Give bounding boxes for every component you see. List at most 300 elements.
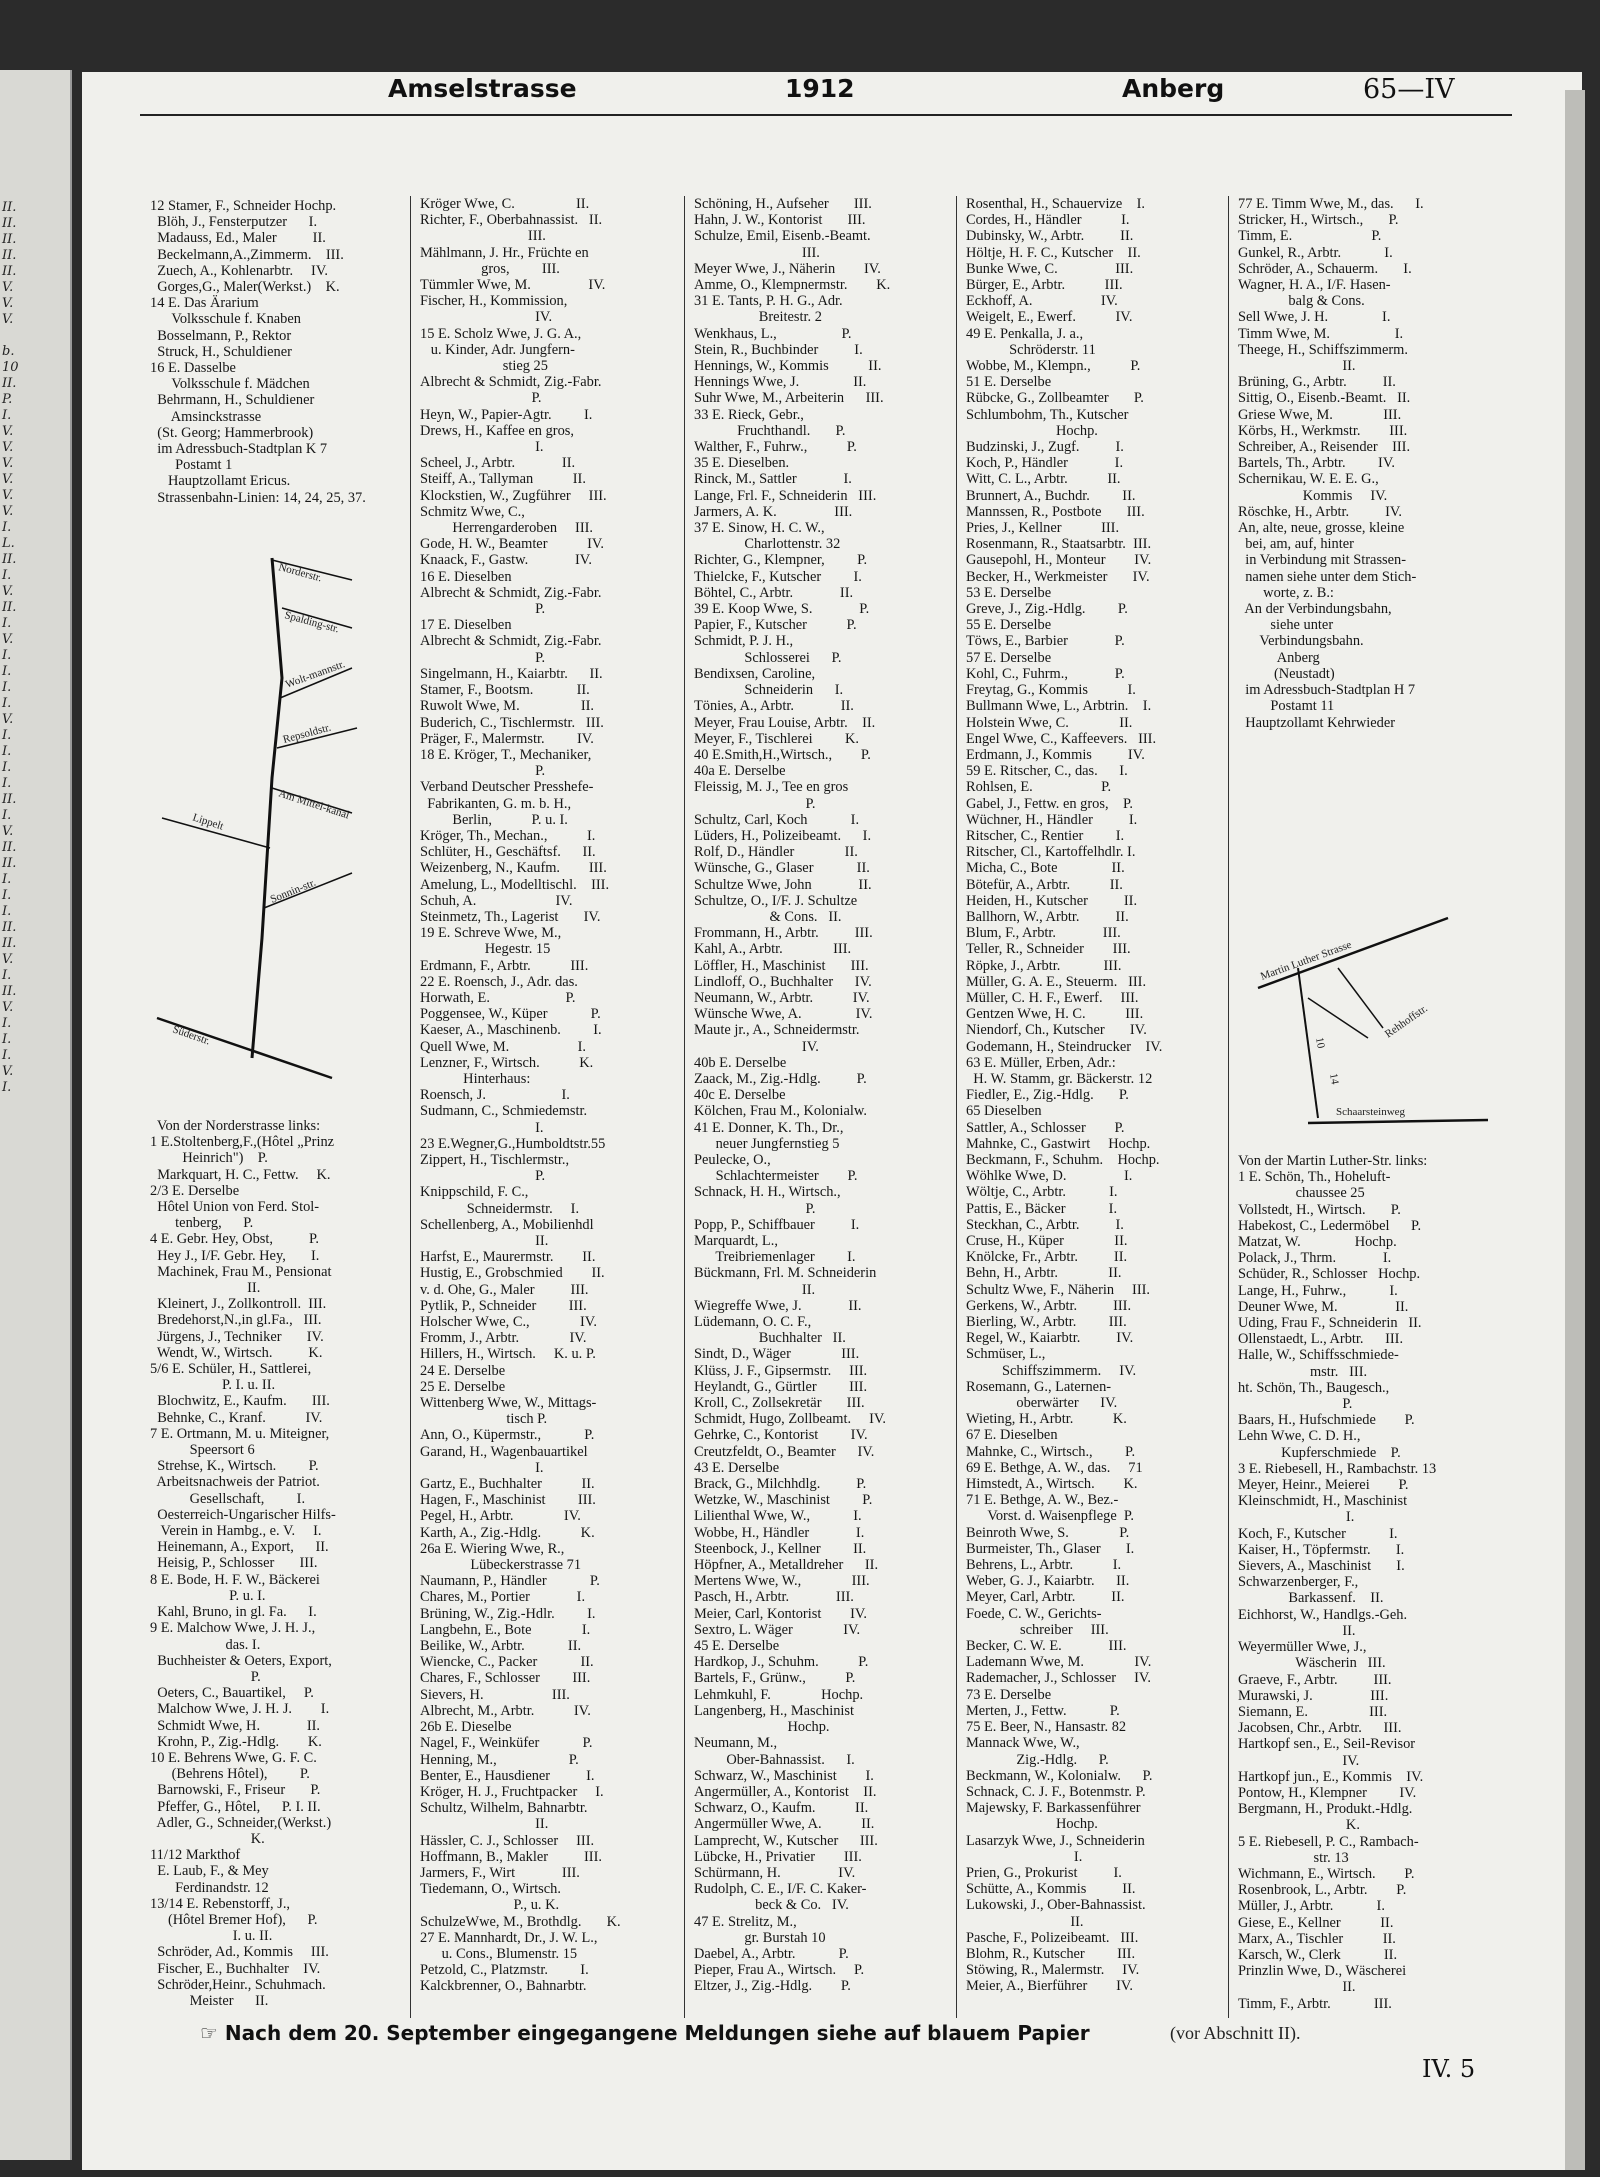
directory-entry: 73 E. Derselbe [966, 1686, 1052, 1703]
directory-entry: Schöning, H., Aufseher III. [694, 196, 872, 212]
header-year: 1912 [785, 74, 855, 103]
directory-entry: 16 E. Dieselben [420, 568, 512, 585]
directory-entry: Lüders, H., Polizeibeamt. I. [694, 827, 872, 844]
directory-entry: Schellenberg, A., Mobilienhdl [420, 1216, 594, 1233]
directory-entry: Müller, J., Arbtr. I. [1238, 1898, 1385, 1915]
directory-entry: Freytag, G., Kommis I. [966, 682, 1136, 699]
directory-entry: Amelung, L., Modelltischl. III. [420, 876, 610, 893]
directory-entry: Wendt, W., Wirtsch. K. [150, 1344, 323, 1361]
directory-entry: Maute jr., A., Schneidermstr. [694, 1022, 860, 1039]
directory-entry: u. Kinder, Adr. Jungfern- [420, 341, 575, 358]
directory-entry: 5/6 E. Schüler, H., Sattlerei, [150, 1361, 312, 1378]
directory-entry: Rohlsen, E. P. [966, 779, 1112, 796]
directory-entry: Koch, P., Händler I. [966, 455, 1124, 472]
directory-entry: Wenkhaus, L., P. [694, 325, 852, 342]
directory-entry: Schultz, Carl, Koch I. [694, 811, 860, 828]
facing-page-fragment: I. [2, 872, 12, 887]
directory-entry: Berlin, P. u. I. [420, 811, 568, 828]
directory-entry: Wüchner, H., Händler I. [966, 811, 1138, 828]
directory-entry: Schulze, Emil, Eisenb.-Beamt. [694, 228, 871, 245]
directory-entry: Weigelt, E., Ewerf. IV. [966, 309, 1133, 326]
directory-entry: Prinzlin Wwe, D., Wäscherei [1238, 1963, 1407, 1980]
facing-page-fragment: I. [2, 680, 12, 695]
directory-entry: Hartkopf sen., E., Seil-Revisor [1238, 1736, 1416, 1753]
directory-entry: Markquart, H. C., Fettw. K. [150, 1166, 331, 1183]
directory-entry: Heisig, P., Schlosser III. [150, 1555, 318, 1572]
directory-entry: Schmüser, L., [966, 1346, 1046, 1363]
facing-page-fragment: V. [2, 312, 14, 327]
directory-entry: Postamt 11 [1238, 698, 1335, 715]
directory-entry: Kommis IV. [1238, 487, 1388, 504]
directory-entry: Albrecht & Schmidt, Zig.-Fabr. [420, 633, 602, 650]
directory-entry: Deuner Wwe, M. II. [1238, 1298, 1409, 1315]
directory-entry: Bartels, F., Grünw., P. [694, 1670, 856, 1687]
directory-entry: Polack, J., Thrm. I. [1238, 1250, 1392, 1267]
directory-entry: Uding, Frau F., Schneiderin II. [1238, 1315, 1422, 1332]
header-street-left: Amselstrasse [388, 74, 577, 103]
directory-entry: Rademacher, J., Schlosser IV. [966, 1670, 1151, 1687]
directory-entry: Pries, J., Kellner III. [966, 520, 1120, 537]
directory-entry: Hardkop, J., Schuhm. P. [694, 1654, 869, 1671]
directory-entry: Schultze, O., I/F. J. Schultze [694, 892, 858, 909]
directory-entry: Schlachtermeister P. [694, 1168, 858, 1185]
directory-entry: Zippert, H., Tischlermstr., [420, 1151, 570, 1168]
directory-entry: Witt, C. L., Arbtr. II. [966, 471, 1121, 488]
directory-entry: H. W. Stamm, gr. Bäckerstr. 12 [966, 1070, 1153, 1087]
directory-entry: Löffler, H., Maschinist III. [694, 957, 869, 974]
directory-entry: Klüss, J. F., Gipsermstr. III. [694, 1362, 868, 1379]
directory-entry: Heinemann, A., Export, II. [150, 1539, 329, 1556]
directory-entry: Benter, E., Hausdiener I. [420, 1767, 595, 1784]
directory-entry: 11/12 Markthof [150, 1847, 241, 1864]
directory-entry: Kröger Wwe, C. II. [420, 196, 590, 212]
directory-entry: Marx, A., Tischler II. [1238, 1930, 1396, 1947]
map-label-sonninstr: Sonnin-str. [268, 876, 318, 906]
directory-entry: balg & Cons. [1238, 293, 1365, 310]
directory-entry: K. [150, 1830, 265, 1847]
directory-entry: Erdmann, F., Arbtr. III. [420, 957, 589, 974]
directory-entry: Engel Wwe, C., Kaffeevers. III. [966, 730, 1157, 747]
facing-page-fragment: I. [2, 904, 12, 919]
directory-entry: P. [1238, 1396, 1353, 1413]
facing-page-fragment: b. [2, 344, 15, 359]
directory-entry: 35 E. Dieselben. [694, 455, 790, 472]
directory-entry: Schüder, R., Schlosser Hochp. [1238, 1266, 1421, 1283]
facing-page-fragment: V. [2, 424, 14, 439]
directory-entry: Blochwitz, E., Kaufm. III. [150, 1393, 330, 1410]
facing-page-fragment: II. [2, 200, 17, 215]
facing-page-fragment: V. [2, 440, 14, 455]
directory-entry: Neumann, M., [694, 1735, 778, 1752]
directory-entry: 33 E. Rieck, Gebr., [694, 406, 804, 423]
directory-entry: Hochp. [966, 1816, 1098, 1833]
directory-entry: Meier, Carl, Kontorist IV. [694, 1605, 868, 1622]
directory-entry: IV. [420, 309, 553, 326]
directory-entry: P. I. u. II. [150, 1377, 276, 1394]
directory-entry: P. [420, 390, 542, 407]
facing-page-fragment: II. [2, 840, 17, 855]
facing-page-fragment: II. [2, 264, 17, 279]
directory-entry: Marquardt, L., [694, 1233, 778, 1249]
directory-entry: Sudmann, C., Schmiedemstr. [420, 1103, 588, 1120]
header-rule [140, 114, 1512, 116]
directory-entry: Stein, R., Buchbinder I. [694, 341, 863, 358]
directory-entry: II. [1238, 1979, 1356, 1996]
directory-entry: I. [1238, 1509, 1355, 1526]
directory-entry: 19 E. Schreve Wwe, M., [420, 925, 562, 942]
directory-entry: namen siehe unter dem Stich- [1238, 568, 1417, 585]
directory-entry: Heinrich") P. [150, 1150, 268, 1167]
directory-entry: Strehse, K., Wirtsch. P. [150, 1458, 319, 1475]
directory-entry: Richter, F., Oberbahnassist. II. [420, 212, 603, 229]
directory-entry: P. [150, 1668, 261, 1685]
directory-entry: 27 E. Mannhardt, Dr., J. W. L., [420, 1929, 598, 1946]
directory-entry: II. [966, 1913, 1084, 1930]
directory-entry: Lilienthal Wwe, W., I. [694, 1508, 862, 1525]
directory-entry: Speersort 6 [150, 1442, 255, 1459]
directory-entry: Fiedler, E., Zig.-Hdlg. P. [966, 1087, 1129, 1104]
directory-entry: Jürgens, J., Techniker IV. [150, 1328, 324, 1345]
directory-entry: Pegel, H., Arbtr. IV. [420, 1508, 581, 1525]
directory-entry: Mannack Wwe, W., [966, 1735, 1080, 1752]
directory-entry: Ferdinandstr. 12 [150, 1879, 269, 1896]
directory-entry: IV. [694, 1038, 819, 1055]
directory-entry: P. [420, 1168, 546, 1185]
directory-entry: Bendixsen, Caroline, [694, 665, 816, 682]
map-label-number-10: 10 [1313, 1036, 1327, 1050]
directory-entry: Bückmann, Frl. M. Schneiderin [694, 1265, 877, 1282]
directory-entry: Wünsche, G., Glaser II. [694, 860, 870, 877]
directory-entry: Murawski, J. III. [1238, 1687, 1389, 1704]
directory-entry: Gentzen Wwe, H. C. III. [966, 1006, 1144, 1023]
map-label-number-14: 14 [1327, 1072, 1341, 1086]
directory-entry: Blum, F., Arbtr. III. [966, 925, 1121, 942]
directory-entry: Prien, G., Prokurist I. [966, 1864, 1122, 1881]
directory-entry [1238, 2012, 1500, 2013]
directory-entry: Beckmann, F., Schuhm. Hochp. [966, 1151, 1160, 1168]
directory-entry: Giese, E., Kellner II. [1238, 1914, 1394, 1931]
facing-page-fragment: I. [2, 616, 12, 631]
directory-entry: Sindt, D., Wäger III. [694, 1346, 860, 1363]
directory-entry: Koch, F., Kutscher I. [1238, 1525, 1398, 1542]
directory-entry: Lenzner, F., Wirtsch. K. [420, 1054, 594, 1071]
directory-entry: Buderich, C., Tischlermstr. III. [420, 714, 604, 731]
directory-entry: Henning, M., P. [420, 1751, 579, 1768]
directory-entry: Blohm, R., Kutscher III. [966, 1945, 1136, 1962]
directory-entry: Mahnke, C., Wirtsch., P. [966, 1443, 1136, 1460]
directory-entry: Graeve, F., Arbtr. III. [1238, 1671, 1392, 1688]
directory-entry: in Verbindung mit Strassen- [1238, 552, 1407, 569]
directory-entry: Von der Martin Luther-Str. links: [1238, 1153, 1428, 1169]
directory-entry: 9 E. Malchow Wwe, J. H. J., [150, 1620, 316, 1637]
directory-entry: Foede, C. W., Gerichts- [966, 1605, 1102, 1622]
directory-entry: Lehn Wwe, C. D. H., [1238, 1428, 1361, 1445]
map-label-schaarsteinweg: Schaarsteinweg [1336, 1106, 1406, 1118]
directory-entry: 16 E. Dasselbe [150, 360, 236, 377]
page-identifier: IV. 5 [1422, 2055, 1476, 2083]
directory-entry: Albrecht, M., Arbtr. IV. [420, 1702, 591, 1719]
directory-entry: II. [420, 1816, 549, 1833]
directory-entry: 23 E.Wegner,G.,Humboldtstr.55 [420, 1135, 606, 1152]
directory-entry: Greve, J., Zig.-Hdlg. P. [966, 601, 1128, 618]
directory-entry: Pasche, F., Polizeibeamt. III. [966, 1929, 1139, 1946]
facing-page-fragment: I. [2, 568, 12, 583]
directory-entry: Wobbe, M., Klempn., P. [966, 358, 1141, 375]
directory-entry: Matzat, W. Hochp. [1238, 1234, 1397, 1251]
directory-entry: 65 Dieselben [966, 1103, 1042, 1120]
directory-entry: Röschke, H., Arbtr. IV. [1238, 503, 1403, 520]
facing-page-fragment: V. [2, 296, 14, 311]
directory-entry: Höpfner, A., Metalldreher II. [694, 1557, 879, 1574]
directory-entry: Hinterhaus: [420, 1070, 531, 1087]
directory-entry: 57 E. Derselbe [966, 649, 1052, 666]
directory-entry: Poggensee, W., Küper P. [420, 1006, 601, 1023]
directory-entry: Wieting, H., Arbtr. K. [966, 1411, 1127, 1428]
map-label-lippelt: Lippelt [191, 811, 226, 833]
facing-page-fragment: II. [2, 248, 17, 263]
directory-entry: Richter, G., Klempner, P. [694, 552, 868, 569]
directory-entry: Schürmann, H. IV. [694, 1864, 856, 1881]
directory-entry: Gesellschaft, I. [150, 1490, 306, 1507]
directory-entry: Merten, J., Fettw. P. [966, 1702, 1120, 1719]
directory-entry: Karth, A., Zig.-Hdlg. K. [420, 1524, 595, 1541]
directory-entry: 67 E. Dieselben [966, 1427, 1058, 1444]
directory-entry: Meyer Wwe, J., Näherin IV. [694, 260, 881, 277]
facing-page-fragment: II. [2, 600, 17, 615]
facing-page-fragment: V. [2, 504, 14, 519]
directory-entry: Schmitz Wwe, C., [420, 503, 525, 520]
directory-entry: Walther, F., Fuhrw., P. [694, 439, 857, 456]
facing-page-fragment: V. [2, 488, 14, 503]
directory-entry: Kohl, C., Fuhrm., P. [966, 665, 1125, 682]
directory-entry: P. [694, 795, 816, 812]
facing-page-fragment: V. [2, 824, 14, 839]
column-divider [1228, 196, 1229, 2018]
directory-entry: Angermüller Wwe, A. II. [694, 1816, 875, 1833]
directory-entry: Eckhoff, A. IV. [966, 293, 1118, 310]
directory-entry: Schwarzenberger, F., [1238, 1574, 1359, 1591]
directory-entry: bei, am, auf, hinter [1238, 536, 1354, 553]
directory-entry: Ober-Bahnassist. I. [694, 1751, 855, 1768]
directory-entry: Ruwolt Wwe, M. II. [420, 698, 595, 715]
directory-entry: Majewsky, F. Barkassenführer [966, 1800, 1141, 1817]
directory-entry: Wünsche Wwe, A. IV. [694, 1006, 873, 1023]
directory-entry: Kahl, A., Arbtr. III. [694, 941, 852, 958]
directory-entry: Eltzer, J., Zig.-Hdlg. P. [694, 1978, 851, 1995]
directory-entry: 77 E. Timm Wwe, M., das. I. [1238, 196, 1424, 212]
directory-entry: Meyer, F., Tischlerei K. [694, 730, 859, 747]
directory-entry: Schmidt, Hugo, Zollbeamt. IV. [694, 1411, 886, 1428]
directory-entry: Präger, F., Malermstr. IV. [420, 730, 594, 747]
directory-entry: Wiegreffe Wwe, J. II. [694, 1297, 862, 1314]
directory-entry: Barnowski, F., Friseur P. [150, 1782, 321, 1799]
directory-entry: 71 E. Bethge, A. W., Bez.- [966, 1492, 1119, 1509]
directory-entry: (St. Georg; Hammerbrook) [150, 424, 314, 441]
directory-entry: Rosemann, G., Laternen- [966, 1378, 1112, 1395]
facing-page-fragment: I. [2, 696, 12, 711]
directory-entry: Hagen, F., Maschinist III. [420, 1492, 596, 1509]
directory-entry: Wiencke, C., Packer II. [420, 1654, 594, 1671]
directory-entry: (Neustadt) [1238, 665, 1335, 682]
directory-entry: Knaack, F., Gastw. IV. [420, 552, 592, 569]
directory-entry: Gehrke, C., Kontorist IV. [694, 1427, 868, 1444]
directory-entry: I. [420, 1119, 544, 1136]
directory-entry: Strassenbahn-Linien: 14, 24, 25, 37. [150, 489, 366, 506]
directory-entry: Hochp. [694, 1719, 830, 1736]
facing-page-fragment: V. [2, 712, 14, 727]
directory-entry: Meyer, Heinr., Meierei P. [1238, 1477, 1409, 1494]
facing-page-fragment: I. [2, 1032, 12, 1047]
facing-page-fragment: II. [2, 936, 17, 951]
directory-entry: Kleinert, J., Zollkontroll. III. [150, 1296, 327, 1313]
directory-entry: II. [150, 1280, 261, 1297]
directory-entry: Bredehorst,N.,in gl.Fa., III. [150, 1312, 322, 1329]
directory-entry: Stricker, H., Wirtsch., P. [1238, 212, 1399, 229]
directory-entry: Ballhorn, W., Arbtr. II. [966, 908, 1129, 925]
directory-entry: Kahl, Bruno, in gl. Fa. I. [150, 1604, 317, 1621]
directory-entry: Beinroth Wwe, S. P. [966, 1524, 1130, 1541]
directory-entry: Becker, C. W. E. III. [966, 1638, 1127, 1655]
directory-entry: Creutzfeldt, O., Beamter IV. [694, 1443, 875, 1460]
directory-entry: Holscher Wwe, C., IV. [420, 1314, 597, 1331]
directory-entry: 1 E.Stoltenberg,F.,(Hôtel „Prinz [150, 1134, 335, 1151]
facing-page-fragment: I. [2, 888, 12, 903]
header-street-right: Anberg [1122, 74, 1225, 103]
directory-entry: II. [694, 1281, 816, 1298]
directory-entry: 39 E. Koop Wwe, S. P. [694, 601, 870, 618]
directory-entry: Hillers, H., Wirtsch. K. u. P. [420, 1346, 596, 1363]
directory-entry: Böhtel, C., Arbtr. II. [694, 584, 854, 601]
directory-entry: Amme, O., Klempnermstr. K. [694, 277, 891, 294]
facing-page-fragment: I. [2, 776, 12, 791]
directory-entry: Weber, G. J., Kaiarbtr. II. [966, 1573, 1130, 1590]
directory-entry: II. [1238, 1622, 1356, 1639]
directory-entry: Gabel, J., Fettw. en gros, P. [966, 795, 1133, 812]
directory-entry: Quell Wwe, M. I. [420, 1038, 587, 1055]
directory-entry: Petzold, C., Platzmstr. I. [420, 1962, 589, 1979]
directory-entry: Bosselmann, P., Rektor [150, 327, 292, 344]
directory-entry: Suhr Wwe, M., Arbeiterin III. [694, 390, 884, 407]
directory-entry: Heylandt, G., Gürtler III. [694, 1378, 868, 1395]
facing-page-fragment: II. [2, 984, 17, 999]
directory-entry: Rosenthal, H., Schauervize I. [966, 196, 1146, 212]
directory-entry: Lehmkuhl, F. Hochp. [694, 1686, 864, 1703]
directory-entry: 14 E. Das Ärarium [150, 295, 259, 312]
map-label-norderstr: Norderstr. [277, 561, 324, 585]
footer-notice-suffix: (vor Abschnitt II). [1170, 2023, 1301, 2043]
directory-entry: Theege, H., Schiffszimmerm. [1238, 341, 1408, 358]
directory-entry: Rübcke, G., Zollbeamter P. [966, 390, 1144, 407]
directory-entry: Kleinschmidt, H., Maschinist [1238, 1493, 1408, 1510]
directory-entry: Schröderstr. 11 [966, 341, 1096, 358]
directory-entry: 31 E. Tants, P. H. G., Adr. [694, 293, 843, 310]
directory-entry: Schlumbohm, Th., Kutscher [966, 406, 1129, 423]
directory-entry: Baars, H., Hufschmiede P. [1238, 1412, 1415, 1429]
directory-entry: Albrecht & Schmidt, Zig.-Fabr. [420, 374, 602, 391]
directory-entry: Mannssen, R., Postbote III. [966, 503, 1145, 520]
directory-entry: P., u. K. [420, 1897, 560, 1914]
column-1 [150, 198, 398, 538]
directory-entry: III. [420, 228, 546, 245]
directory-entry: gros, III. [420, 260, 560, 277]
directory-entry: I. [966, 1848, 1083, 1865]
directory-entry: 22 E. Roensch, J., Adr. das. [420, 973, 578, 990]
directory-entry: I. [420, 1459, 544, 1476]
directory-entry: Frommann, H., Arbtr. III. [694, 925, 873, 942]
directory-entry: Vorst. d. Waisenpflege P. [966, 1508, 1134, 1525]
directory-entry: 26a E. Wiering Wwe, R., [420, 1540, 565, 1557]
directory-entry: Mertens Wwe, W., III. [694, 1573, 870, 1590]
directory-entry: Lasarzyk Wwe, J., Schneiderin [966, 1832, 1145, 1849]
directory-entry: Treibriemenlager I. [694, 1249, 856, 1266]
directory-entry: Halle, W., Schiffsschmiede- [1238, 1347, 1399, 1364]
page-edge [1565, 90, 1585, 2170]
directory-entry: Neumann, W., Arbtr. IV. [694, 989, 870, 1006]
directory-entry: 40c E. Derselbe [694, 1087, 786, 1104]
directory-entry: Schultze Wwe, John II. [694, 876, 872, 893]
directory-entry: Amsinckstrasse [150, 408, 262, 425]
map-label-spaldingstr: Spalding-str. [283, 609, 341, 636]
directory-entry: Schröder, A., Schauerm. I. [1238, 260, 1412, 277]
directory-entry: Schwarz, O., Kaufm. II. [694, 1800, 869, 1817]
directory-entry: siehe unter [1238, 617, 1334, 634]
directory-entry: Schlosserei P. [694, 649, 842, 666]
directory-entry: Klockstien, W., Zugführer III. [420, 487, 607, 504]
directory-entry: v. d. Ohe, G., Maler III. [420, 1281, 589, 1298]
amsinckstrasse-street-map [152, 548, 392, 1098]
directory-entry: Gorges,G., Maler(Werkst.) K. [150, 279, 340, 296]
directory-entry: Schultz Wwe, F., Näherin III. [966, 1281, 1151, 1298]
directory-entry: 45 E. Derselbe [694, 1638, 780, 1655]
directory-entry: tisch P. [420, 1411, 548, 1428]
directory-entry: Langbehn, E., Bote I. [420, 1621, 591, 1638]
directory-entry: Lukowski, J., Ober-Bahnassist. [966, 1897, 1146, 1914]
directory-entry: Höltje, H. F. C., Kutscher II. [966, 244, 1141, 261]
map-label-am-mittelkanal: Am Mittel-kanal [277, 787, 351, 822]
directory-entry: Mählmann, J. Hr., Früchte en [420, 244, 589, 261]
directory-entry: 43 E. Derselbe [694, 1459, 780, 1476]
directory-entry: Schernikau, W. E. E. G., [1238, 471, 1379, 488]
directory-entry: Brüning, W., Zig.-Hdlr. I. [420, 1605, 596, 1622]
directory-entry: Zuech, A., Kohlenarbtr. IV. [150, 262, 328, 279]
directory-entry: Schnack, H. H., Wirtsch., [694, 1184, 841, 1201]
facing-page-fragment: I. [2, 1048, 12, 1063]
directory-entry: Ann, O., Küpermstr., P. [420, 1427, 595, 1444]
directory-entry: Von der Norderstrasse links: [150, 1118, 321, 1134]
directory-entry: chaussee 25 [1238, 1185, 1365, 1202]
directory-entry: Kaeser, A., Maschinenb. I. [420, 1022, 602, 1039]
directory-entry: Brunnert, A., Buchdr. II. [966, 487, 1136, 504]
directory-entry: Gunkel, R., Arbtr. I. [1238, 244, 1393, 261]
directory-entry: Hahn, J. W., Kontorist III. [694, 212, 866, 229]
facing-page-margin [0, 70, 72, 2160]
directory-entry: 24 E. Derselbe [420, 1362, 506, 1379]
directory-entry: beck & Co. IV. [694, 1897, 849, 1914]
directory-entry: Machinek, Frau M., Pensionat [150, 1263, 332, 1280]
directory-entry: SchulzeWwe, M., Brothdlg. K. [420, 1913, 621, 1930]
directory-entry: Popp, P., Schiffbauer I. [694, 1216, 860, 1233]
facing-page-fragment: I. [2, 744, 12, 759]
directory-entry: Fromm, J., Arbtr. IV. [420, 1330, 587, 1347]
directory-entry: 63 E. Müller, Erben, Adr.: [966, 1054, 1116, 1071]
directory-entry: Müller, C. H. F., Ewerf. III. [966, 989, 1139, 1006]
directory-entry: im Adressbuch-Stadtplan H 7 [1238, 682, 1416, 699]
directory-entry: Hochp. [966, 422, 1098, 439]
directory-entry: str. 13 [1238, 1849, 1349, 1866]
directory-entry: Himstedt, A., Wirtsch. K. [966, 1476, 1138, 1493]
directory-entry: Hoffmann, B., Makler III. [420, 1848, 602, 1865]
directory-entry: Meier, A., Bierführer IV. [966, 1978, 1134, 1995]
